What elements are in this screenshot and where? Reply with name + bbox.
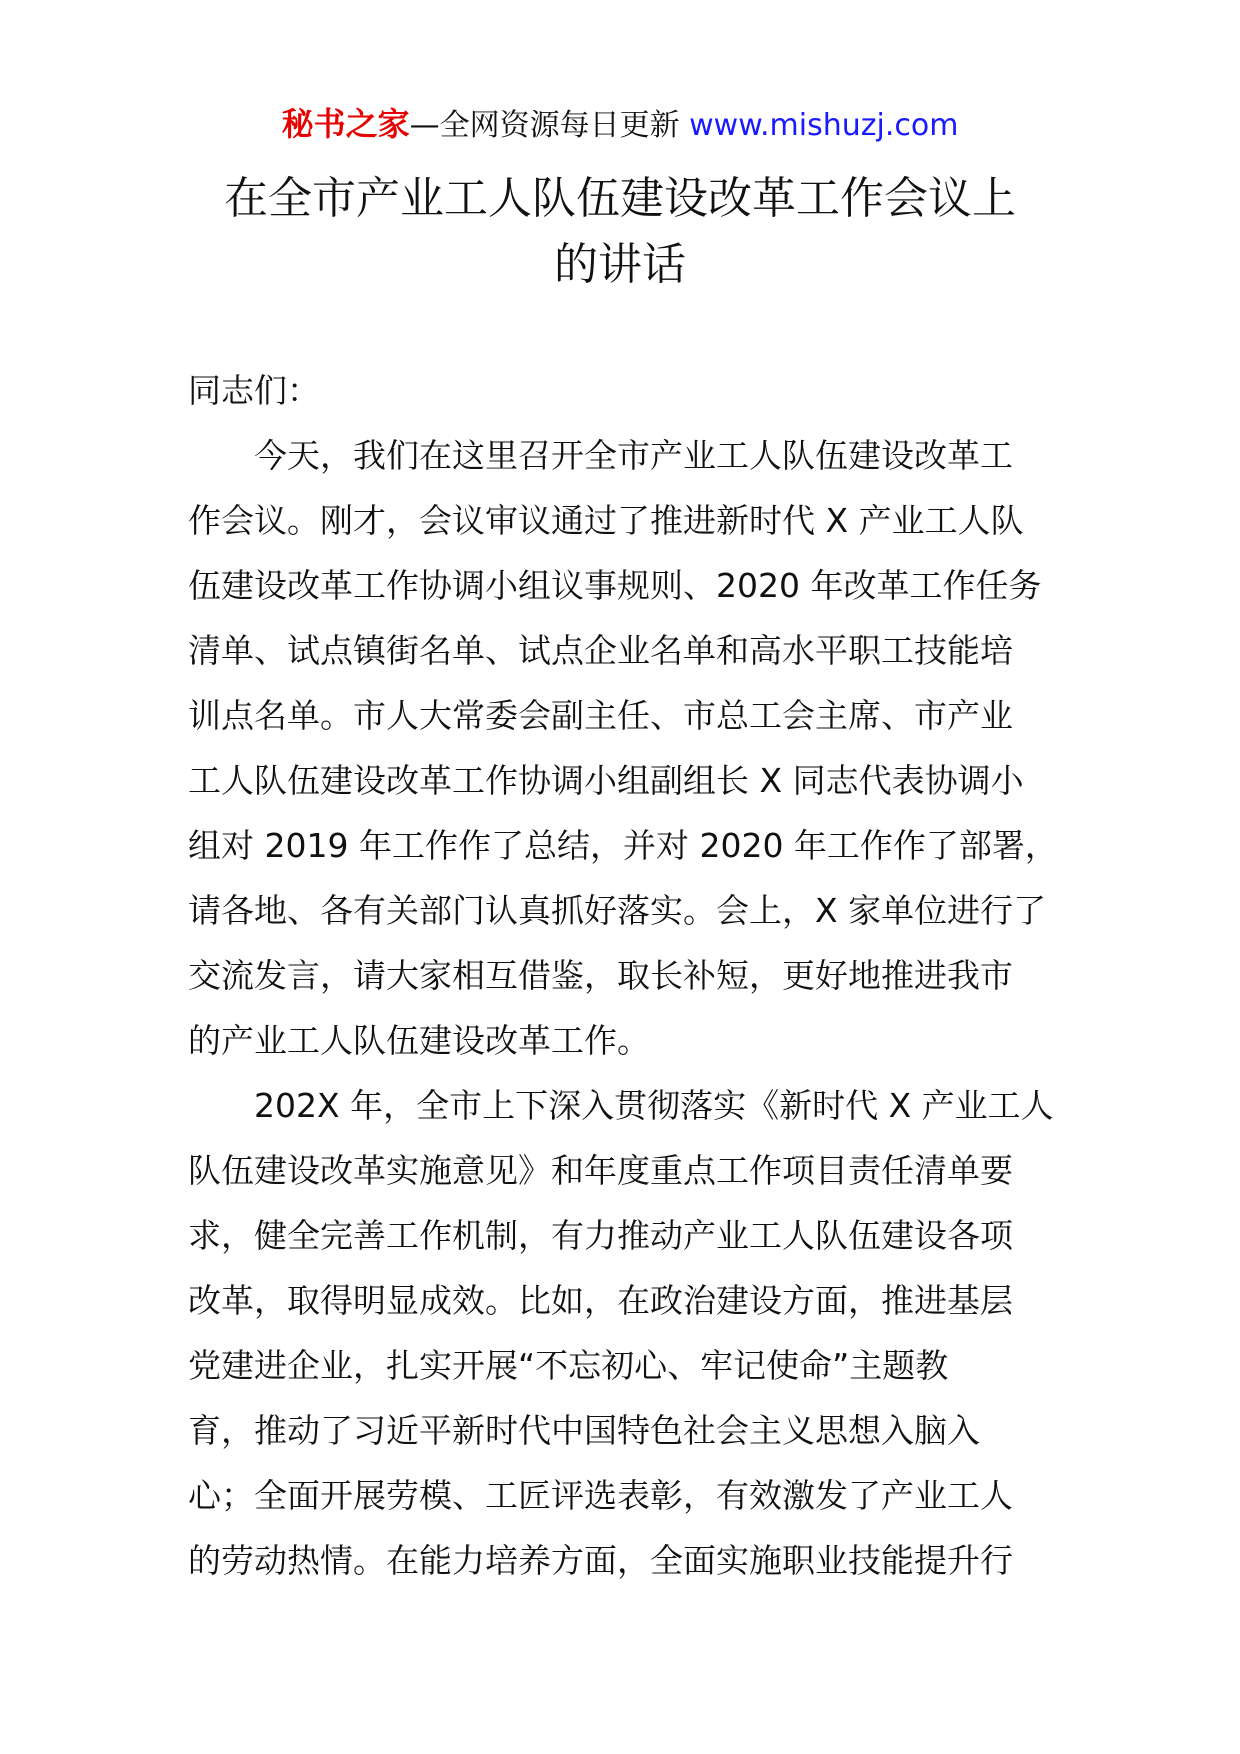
paragraph-line: 作会议。刚才，会议审议通过了推进新时代 X 产业工人队 — [188, 501, 1024, 540]
paragraph-line: 训点名单。市人大常委会副主任、市总工会主席、市产业 — [188, 696, 1013, 735]
document-title — [150, 166, 1090, 298]
paragraph-line: 今天，我们在这里召开全市产业工人队伍建设改革工 — [254, 436, 1013, 475]
paragraph-line: 组对 2019 年工作作了总结，并对 2020 年工作作了部署， — [188, 826, 1058, 865]
paragraph-line: 202X 年，全市上下深入贯彻落实《新时代 X 产业工人 — [254, 1086, 1054, 1125]
title-line: 的讲话 — [554, 239, 686, 290]
paragraph-line: 队伍建设改革实施意见》和年度重点工作项目责任清单要 — [188, 1151, 1013, 1190]
paragraph-line: 的劳动热情。在能力培养方面，全面实施职业技能提升行 — [188, 1541, 1013, 1580]
salutation: 同志们： — [188, 371, 320, 410]
document-body — [188, 358, 1068, 1593]
site-header — [0, 104, 1240, 146]
site-url-link[interactable]: www.mishuzj.com — [689, 108, 959, 143]
title-line: 在全市产业工人队伍建设改革工作会议上 — [224, 173, 1016, 224]
paragraph-line: 交流发言，请大家相互借鉴，取长补短，更好地推进我市 — [188, 956, 1013, 995]
paragraph-line: 伍建设改革工作协调小组议事规则、2020 年改革工作任务 — [188, 566, 1042, 605]
paragraph-line: 工人队伍建设改革工作协调小组副组长 X 同志代表协调小 — [188, 761, 1024, 800]
paragraph-line: 求，健全完善工作机制，有力推动产业工人队伍建设各项 — [188, 1216, 1013, 1255]
paragraph-line: 请各地、各有关部门认真抓好落实。会上，X 家单位进行了 — [188, 891, 1047, 930]
site-brand: 秘书之家 — [281, 105, 410, 143]
paragraph-line: 清单、试点镇街名单、试点企业名单和高水平职工技能培 — [188, 631, 1013, 670]
paragraph-line: 心；全面开展劳模、工匠评选表彰，有效激发了产业工人 — [188, 1476, 1013, 1515]
site-tagline: —全网资源每日更新 — [409, 108, 680, 143]
paragraph-line: 党建进企业，扎实开展“不忘初心、牢记使命”主题教 — [188, 1346, 949, 1385]
paragraph-line: 育，推动了习近平新时代中国特色社会主义思想入脑入 — [188, 1411, 980, 1450]
paragraph-line: 改革，取得明显成效。比如，在政治建设方面，推进基层 — [188, 1281, 1013, 1320]
paragraph-line: 的产业工人队伍建设改革工作。 — [188, 1021, 650, 1060]
